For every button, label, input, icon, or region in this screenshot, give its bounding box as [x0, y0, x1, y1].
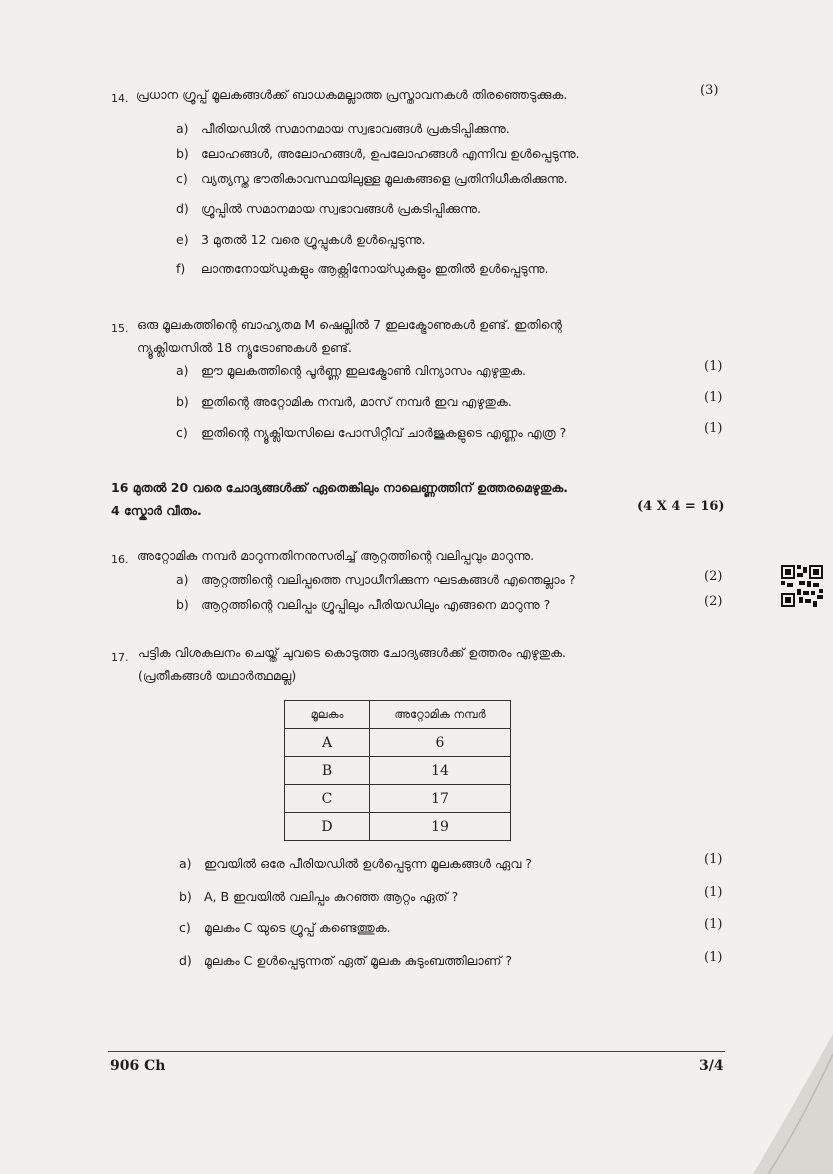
page-fold-shadow [743, 1034, 833, 1174]
paper-code: 906 Ch [110, 1058, 166, 1074]
table-header-row [285, 701, 511, 729]
table-cell: A [285, 729, 370, 757]
footer-rule [108, 1051, 725, 1052]
q15-option-a-label: a) [176, 363, 189, 378]
section-instruction: 16 മുതൽ 20 വരെ ചോദ്യങ്ങൾക്ക് ഏതെങ്കിലും നാലെണ്ണത്തിന് ഉത്തരമെഴുതുക. [111, 480, 568, 495]
q17-option-d-label: d) [179, 953, 192, 968]
q15-option-b-marks: (1) [704, 390, 723, 405]
q15-option-c-label: c) [176, 425, 188, 440]
table-cell: 14 [370, 757, 511, 785]
q17-option-d-marks: (1) [704, 950, 723, 965]
q17-number: 17. [111, 651, 129, 664]
qr-code-icon [781, 565, 823, 607]
q15-option-a-marks: (1) [704, 359, 723, 374]
section-score-note: 4 സ്കോർ വീതം. [111, 503, 202, 518]
page-number: 3/4 [699, 1058, 724, 1074]
q14-option-c: വ്യത്യസ്ത ഭൗതികാവസ്ഥയിലുള്ള മൂലകങ്ങളെ പ്രതിനിധീകരിക്കുന്നു. [201, 171, 568, 186]
q15-option-a: ഈ മൂലകത്തിന്റെ പൂർണ്ണ ഇലക്ട്രോൺ വിന്യാസം എഴുതുക. [201, 363, 526, 378]
q14-option-d-label: d) [176, 201, 189, 216]
section-marks: (4 X 4 = 16) [637, 499, 725, 514]
q14-option-f-label: f) [176, 261, 186, 276]
table-row [285, 757, 511, 785]
q14-option-c-label: c) [176, 171, 188, 186]
table-cell: C [285, 785, 370, 813]
q14-marks: (3) [700, 83, 719, 98]
q14-number: 14. [111, 92, 129, 105]
element-table [284, 700, 511, 841]
q17-option-c: മൂലകം C യുടെ ഗ്രൂപ്പ് കണ്ടെത്തുക. [204, 920, 391, 935]
table-header: മൂലകം [285, 701, 370, 729]
q17-option-b: A, B ഇവയിൽ വലിപ്പം കുറഞ്ഞ ആറ്റം ഏത് ? [204, 889, 459, 904]
q14-option-d: ഗ്രൂപ്പിൽ സമാനമായ സ്വഭാവങ്ങൾ പ്രകടിപ്പിക്കുന്നു. [201, 201, 481, 216]
q16-option-a: ആറ്റത്തിന്റെ വലിപ്പത്തെ സ്വാധീനിക്കുന്ന ഘടകങ്ങൾ എന്തെല്ലാം ? [201, 572, 576, 587]
q17-option-c-label: c) [179, 920, 191, 935]
q14-option-f: ലാന്തനോയ്ഡുകളും ആക്റ്റിനോയ്ഡുകളും ഇതിൽ ഉൾപ്പെടുന്നു. [201, 261, 549, 276]
q16-option-b-marks: (2) [704, 594, 723, 609]
q17-option-a-marks: (1) [704, 852, 723, 867]
q14-option-e-label: e) [176, 232, 189, 247]
q17-text-line2: (പ്രതീകങ്ങൾ യഥാർത്ഥമല്ല) [138, 668, 297, 683]
q14-option-e: 3 മുതൽ 12 വരെ ഗ്രൂപ്പുകൾ ഉൾപ്പെടുന്നു. [201, 232, 426, 247]
q15-option-c: ഇതിന്റെ ന്യൂക്ലിയസിലെ പോസിറ്റീവ് ചാർജുകളുടെ എണ്ണം എത്ര ? [201, 425, 567, 440]
table-header: അറ്റോമിക നമ്പർ [370, 701, 511, 729]
q17-option-c-marks: (1) [704, 917, 723, 932]
q15-number: 15. [111, 322, 129, 335]
q17-text-line1: പട്ടിക വിശകലനം ചെയ്ത് ചുവടെ കൊടുത്ത ചോദ്യങ്ങൾക്ക് ഉത്തരം എഴുതുക. [138, 645, 567, 660]
q15-option-c-marks: (1) [704, 421, 723, 436]
q14-text: പ്രധാന ഗ്രൂപ്പ് മൂലകങ്ങൾക്ക് ബാധകമല്ലാത്ത പ്രസ്താവനകൾ തിരഞ്ഞെടുക്കുക. [136, 87, 568, 102]
table-row [285, 729, 511, 757]
q16-option-a-marks: (2) [704, 569, 723, 584]
q16-number: 16. [111, 553, 129, 566]
table-cell: 17 [370, 785, 511, 813]
q16-option-b: ആറ്റത്തിന്റെ വലിപ്പം ഗ്രൂപ്പിലും പീരിയഡിലും എങ്ങനെ മാറുന്നു ? [201, 597, 551, 612]
q16-option-b-label: b) [176, 597, 189, 612]
q17-option-b-marks: (1) [704, 885, 723, 900]
q15-option-b: ഇതിന്റെ അറ്റോമിക നമ്പർ, മാസ് നമ്പർ ഇവ എഴുതുക. [201, 394, 512, 409]
q14-option-a: പീരിയഡിൽ സമാനമായ സ്വഭാവങ്ങൾ പ്രകടിപ്പിക്കുന്നു. [201, 121, 510, 136]
q17-option-d: മൂലകം C ഉൾപ്പെടുന്നത് ഏത് മൂലക കുടുംബത്തിലാണ് ? [204, 953, 513, 968]
q15-text-line2: ന്യൂക്ലിയസിൽ 18 ന്യൂട്രോണുകൾ ഉണ്ട്. [137, 340, 352, 355]
q14-option-b: ലോഹങ്ങൾ, അലോഹങ്ങൾ, ഉപലോഹങ്ങൾ എന്നിവ ഉൾപ്പെടുന്നു. [201, 146, 580, 161]
table-row [285, 785, 511, 813]
q16-text: അറ്റോമിക നമ്പർ മാറുന്നതിനനുസരിച്ച് ആറ്റത്തിന്റെ വലിപ്പവും മാറുന്നു. [137, 548, 535, 563]
table-cell: B [285, 757, 370, 785]
q16-option-a-label: a) [176, 572, 189, 587]
q17-option-a-label: a) [179, 856, 192, 871]
q15-option-b-label: b) [176, 394, 189, 409]
table-cell: D [285, 813, 370, 841]
q17-option-b-label: b) [179, 889, 192, 904]
q14-option-a-label: a) [176, 121, 189, 136]
q17-option-a: ഇവയിൽ ഒരേ പീരിയഡിൽ ഉൾപ്പെടുന്ന മൂലകങ്ങൾ ഏവ ? [204, 856, 532, 871]
table-cell: 6 [370, 729, 511, 757]
q15-text-line1: ഒരു മൂലകത്തിന്റെ ബാഹ്യതമ M ഷെല്ലിൽ 7 ഇലക്ട്രോണുകൾ ഉണ്ട്. ഇതിന്റെ [137, 317, 562, 332]
table-cell: 19 [370, 813, 511, 841]
table-row [285, 813, 511, 841]
q14-option-b-label: b) [176, 146, 189, 161]
